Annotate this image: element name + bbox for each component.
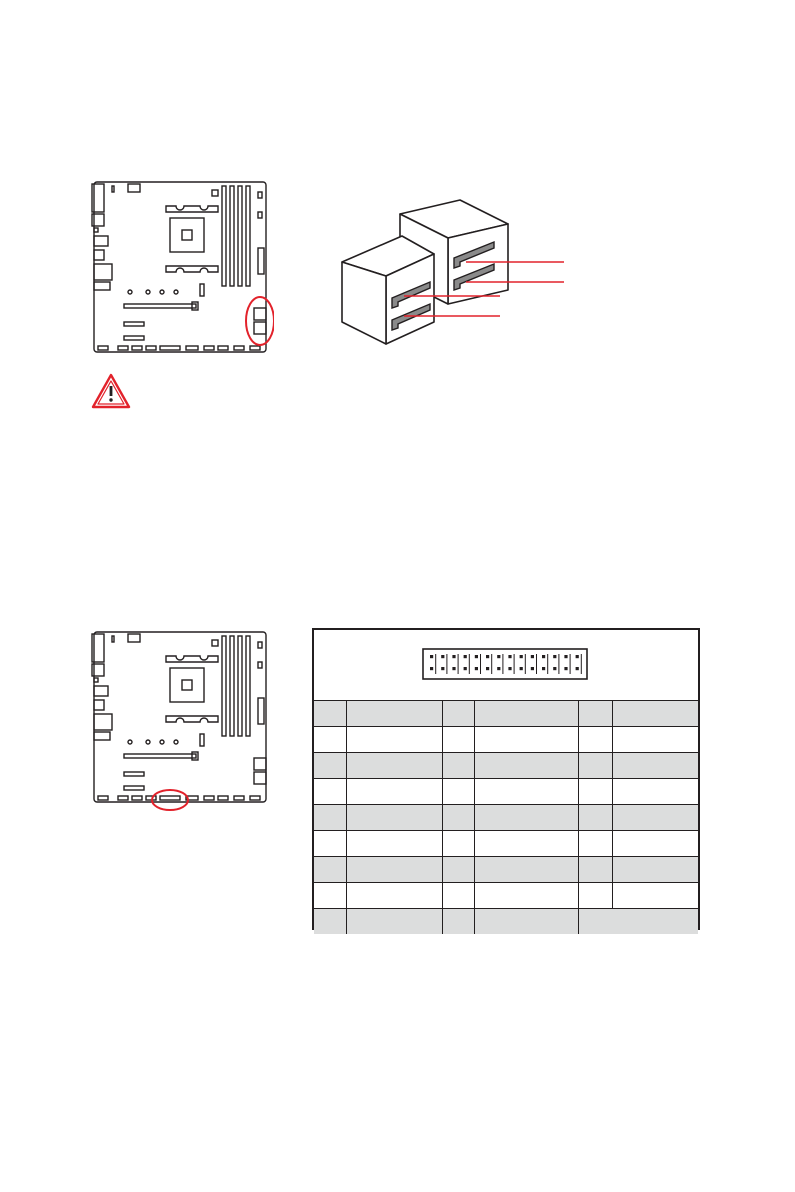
table-cell (578, 727, 612, 753)
header-pin (531, 655, 534, 658)
header-pin (508, 667, 511, 670)
table-cell (474, 883, 578, 909)
header-pin (497, 655, 500, 658)
header-pin-divider (536, 654, 537, 674)
table-cell (578, 779, 612, 805)
motherboard-diagram-sata (88, 180, 274, 355)
table-row (314, 831, 698, 857)
table-row (314, 857, 698, 883)
header-pin-divider (469, 654, 470, 674)
table-cell (346, 831, 442, 857)
header-pin (464, 667, 467, 670)
board-outline (94, 632, 266, 802)
header-pin (520, 655, 523, 658)
warning-triangle-icon (90, 372, 132, 410)
table-cell (474, 857, 578, 883)
header-pin-divider (491, 654, 492, 674)
header-pin (475, 655, 478, 658)
table-cell (442, 831, 474, 857)
header-pin (486, 667, 489, 670)
header-pin (553, 667, 556, 670)
header-pin (553, 655, 556, 658)
header-pin-divider (525, 654, 526, 674)
table-row (314, 909, 698, 935)
header-pin (430, 667, 433, 670)
table-cell (474, 779, 578, 805)
header-pin (441, 655, 444, 658)
header-pin-divider (502, 654, 503, 674)
table-cell (578, 883, 612, 909)
table-cell (612, 753, 698, 779)
header-pin (576, 667, 579, 670)
header-pin (486, 655, 489, 658)
table-cell (314, 909, 346, 935)
table-cell (442, 883, 474, 909)
table-cell (612, 831, 698, 857)
table-cell (314, 727, 346, 753)
header-pin (531, 667, 534, 670)
header-pin-divider (570, 654, 571, 674)
header-pin-divider (514, 654, 515, 674)
header-pin-divider (547, 654, 548, 674)
table-cell (612, 727, 698, 753)
header-pin (452, 655, 455, 658)
table-cell (474, 805, 578, 831)
table-row (314, 727, 698, 753)
table-cell (578, 857, 612, 883)
header-pin (564, 667, 567, 670)
header-pin (464, 655, 467, 658)
header-pin (452, 667, 455, 670)
table-cell (314, 857, 346, 883)
table-row (314, 883, 698, 909)
pin-definition-table (312, 628, 700, 930)
header-pin (475, 667, 478, 670)
header-pin (508, 655, 511, 658)
header-pin (542, 667, 545, 670)
header-pin (564, 655, 567, 658)
table-row (314, 753, 698, 779)
table-cell (578, 909, 698, 935)
table-cell (578, 805, 612, 831)
sata-highlight-ellipse (246, 297, 274, 345)
table-row (314, 805, 698, 831)
table-cell (612, 805, 698, 831)
table-cell (442, 753, 474, 779)
table-cell (474, 701, 578, 727)
header-pin (441, 667, 444, 670)
motherboard-diagram-front-panel (88, 630, 274, 820)
table-cell (314, 753, 346, 779)
table-cell (314, 883, 346, 909)
header-pin (576, 655, 579, 658)
table-cell (442, 909, 474, 935)
header-pin-divider (581, 654, 582, 674)
header-pin-divider (458, 654, 459, 674)
header-pin (520, 667, 523, 670)
header-pin-divider (480, 654, 481, 674)
table-cell (442, 701, 474, 727)
table-cell (612, 701, 698, 727)
table-cell (578, 753, 612, 779)
table-cell (346, 727, 442, 753)
table-cell (578, 831, 612, 857)
table-cell (346, 753, 442, 779)
header-pin-divider (446, 654, 447, 674)
header-pin-divider (558, 654, 559, 674)
table-cell (578, 701, 612, 727)
header-pin-divider (435, 654, 436, 674)
table-cell (314, 831, 346, 857)
table-cell (474, 831, 578, 857)
table-cell (442, 779, 474, 805)
table-cell (612, 779, 698, 805)
table-cell (474, 909, 578, 935)
table-cell (346, 909, 442, 935)
table-cell (346, 857, 442, 883)
table-cell (314, 779, 346, 805)
table-cell (346, 779, 442, 805)
header-pin (542, 655, 545, 658)
table-row (314, 701, 698, 727)
table-cell (612, 883, 698, 909)
table-row (314, 779, 698, 805)
pin-header-icon (422, 648, 588, 680)
board-outline (94, 182, 266, 352)
table-cell (314, 701, 346, 727)
table-cell (442, 857, 474, 883)
table-cell (346, 805, 442, 831)
header-pin (430, 655, 433, 658)
pin-table-grid (314, 700, 698, 934)
header-pin (497, 667, 500, 670)
table-cell (346, 883, 442, 909)
table-cell (442, 727, 474, 753)
table-cell (474, 753, 578, 779)
table-cell (612, 857, 698, 883)
table-cell (346, 701, 442, 727)
table-cell (442, 805, 474, 831)
table-cell (474, 727, 578, 753)
sata-ports-illustration (338, 194, 568, 348)
table-cell (314, 805, 346, 831)
